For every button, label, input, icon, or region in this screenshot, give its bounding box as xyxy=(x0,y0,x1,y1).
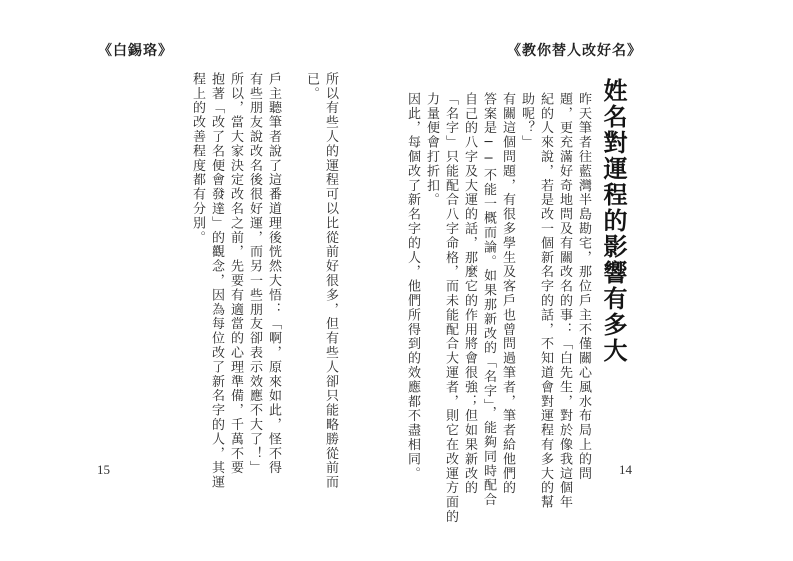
left-col-7: 程上的改善程度都有分別。 xyxy=(190,72,205,245)
right-page-number: 14 xyxy=(619,462,632,477)
right-col-10: 因此，每個改了新名字的人，他們所得到的效應都不盡相同。 xyxy=(405,92,420,481)
left-running-header: 《白錫珞》 xyxy=(98,43,173,59)
left-page-number: 15 xyxy=(97,462,110,477)
right-col-6: 答案是──不能一概而論。如果那新改的「名字」，能夠同時配合 xyxy=(481,92,496,508)
right-running-header: 《教你替人改好名》 xyxy=(507,43,642,59)
left-col-1: 所以有些人的運程可以比從前好很多，但有些人卻只能略勝從前而 xyxy=(323,72,338,490)
left-col-3: 戶主聽筆者說了這番道理後恍然大悟：「啊，原來如此，怪不得 xyxy=(266,72,281,476)
left-col-4: 有些朋友說改名後很好運，而另一些朋友卻表示效應不大了！」 xyxy=(247,72,262,476)
right-col-2: 題，更充滿好奇地問及有關改名的事：「白先生，對於像我這個年 xyxy=(557,92,572,510)
right-body-text xyxy=(403,92,593,524)
left-body-text xyxy=(188,72,340,490)
right-col-1: 昨天筆者往藍灣半島勘宅，那位戶主不僅關心風水布局上的問 xyxy=(576,92,591,481)
left-col-5: 所以，當大家決定改名之前，先要有適當的心理準備，千萬不要 xyxy=(228,72,243,476)
right-col-5: 有關這個問題，有很多學生及客戶也曾問過筆者，筆者給他們的 xyxy=(500,92,515,496)
left-col-6: 抱著「改了名便會發達」的觀念，因為每位改了新名字的人，其運 xyxy=(209,72,224,490)
right-col-8: 「名字」只能配合八字命格，而未能配合大運者，則它在改運方面的 xyxy=(443,92,458,524)
left-col-2: 已。 xyxy=(304,72,319,101)
right-col-7: 自己的八字及大運的話，那麼它的作用將會很強；但如果新改的 xyxy=(462,92,477,496)
left-col-gap xyxy=(283,72,302,462)
right-col-4: 助呢？」 xyxy=(519,92,534,150)
right-page xyxy=(400,0,793,561)
right-col-9: 力量便會打折扣。 xyxy=(424,92,439,208)
chapter-title: 姓名對運程的影響有多大 xyxy=(599,78,627,364)
right-col-3: 紀的人來說，若是改一個新名字的話，不知道會對運程有多大的幫 xyxy=(538,92,553,510)
